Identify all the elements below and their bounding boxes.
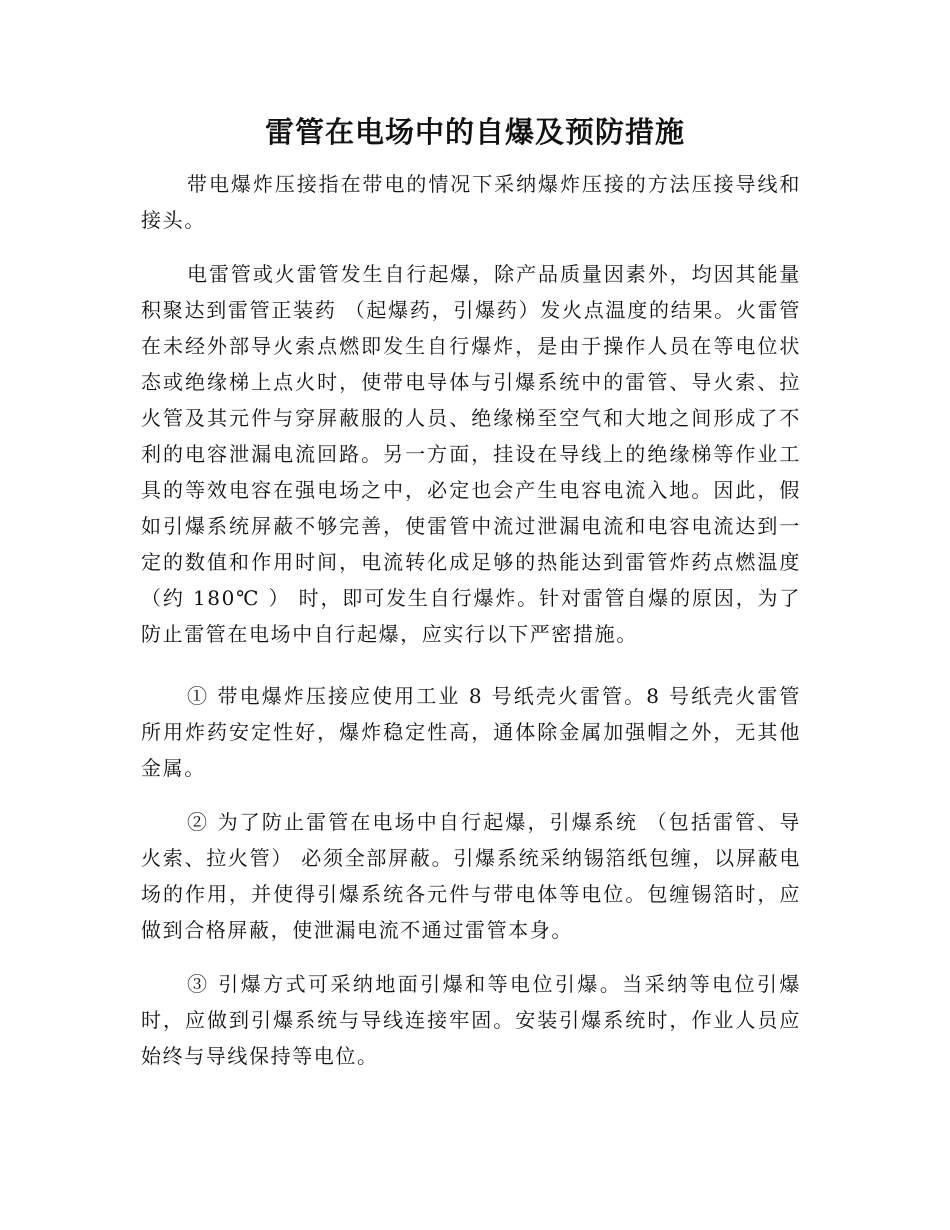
paragraph-measure-2: ② 为了防止雷管在电场中自行起爆，引爆系统 （包括雷管、导火索、拉火管） 必须全部屏蔽。引爆系统采纳锡箔纸包缠，以屏蔽电场的作用，并使得引爆系统各元件与带电体等电位。包缠锡箔时，应做到合格屏蔽，使泄漏电流不通过雷管本身。 — [141, 810, 801, 942]
paragraph-intro: 带电爆炸压接指在带电的情况下采纳爆炸压接的方法压接导线和接头。 — [141, 172, 801, 232]
paragraph-cause: 电雷管或火雷管发生自行起爆，除产品质量因素外，均因其能量积聚达到雷管正装药 （起爆药，引爆药）发火点温度的结果。火雷管在未经外部导火索点燃即发生自行爆炸，是由于操作人员在等电位状态或绝缘梯上点火时，使带电导体与引爆系统中的雷管、导火索、拉火管及其元件与穿屏蔽服的人员、绝缘梯至空气和大地之间形成了不利的电容泄漏电流回路。另一方面，挂设在导线上的绝缘梯等作业工具的等效电容在强电场之中，必定也会产生电容电流入地。因此，假如引爆系统屏蔽不够完善，使雷管中流过泄漏电流和电容电流达到一定的数值和作用时间，电流转化成足够的热能达到雷管炸药点燃温度 （约 180℃ ） 时，即可发生自行爆炸。针对雷管自爆的原因，为了防止雷管在电场中自行起爆，应实行以下严密措施。 — [141, 262, 801, 646]
page-title: 雷管在电场中的自爆及预防措施 — [264, 115, 685, 149]
paragraph-measure-3: ③ 引爆方式可采纳地面引爆和等电位引爆。当采纳等电位引爆时，应做到引爆系统与导线连接牢固。安装引爆系统时，作业人员应始终与导线保持等电位。 — [141, 972, 801, 1068]
paragraph-measure-1: ① 带电爆炸压接应使用工业 8 号纸壳火雷管。8 号纸壳火雷管所用炸药安定性好，爆炸稳定性高，通体除金属加强帽之外，无其他金属。 — [141, 684, 801, 780]
